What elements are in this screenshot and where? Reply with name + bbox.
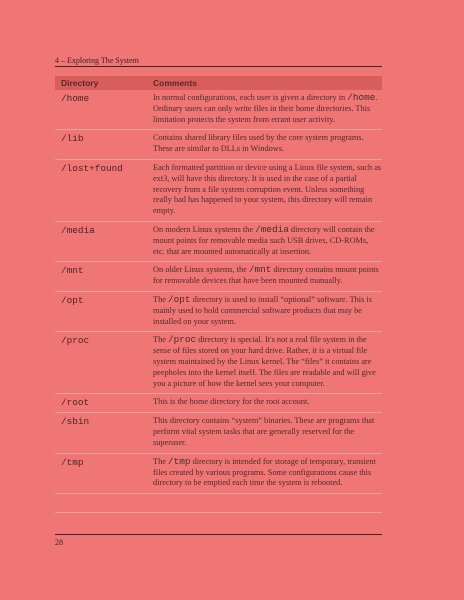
directory-cell: /proc <box>55 332 153 394</box>
table-row <box>55 130 382 160</box>
comment-text: The <box>153 294 168 304</box>
table-body <box>55 90 382 494</box>
comment-text: Each formatted partition or device using a Linux file system, such as ext3, will have this directory. It is used in the case of a partial recovery from a file system corruption event. Unless something really bad has happened to your system, this directory will remain empty. <box>153 162 382 216</box>
inline-code: /home <box>347 92 376 103</box>
comment-text: directory is special. It's not a real file system in the sense of files stored on your hard drive. Rather, it is a virtual file system maintained by the Linux kernel. The “files” it contains are peepholes into the kernel itself. The files are readable and will give you a picture of how the kernel sees your computer. <box>153 335 376 388</box>
header-rule <box>55 66 382 67</box>
inline-code: /opt <box>167 293 191 305</box>
comment-text: The <box>153 335 168 345</box>
comment-cell <box>153 394 382 413</box>
comment-text: This directory contains “system” binaries. These are programs that perform vital system tasks that are generally reserved for the superuser. <box>153 416 375 447</box>
comment-text: Contains shared library files used by the core system programs. These are similar to DLLs in Windows. <box>153 133 364 154</box>
comment-text: directory will contain the mount points for removable media such USB drives, CD-ROMs, etc. that are mounted automatically at insertion. <box>153 224 375 256</box>
directory-cell: /media <box>55 221 153 261</box>
comment-cell <box>153 221 382 261</box>
inline-code: /proc <box>167 334 197 346</box>
directory-cell: /mnt <box>55 262 153 292</box>
inline-code: /mnt <box>248 264 272 276</box>
directory-cell: /tmp <box>55 453 153 493</box>
comment-cell <box>153 90 382 130</box>
directory-cell: /opt <box>55 291 153 331</box>
table-row <box>55 90 382 130</box>
page-number: 28 <box>55 538 63 547</box>
table-row <box>55 291 382 331</box>
comment-text: directory is used to install “optional” software. This is mainly used to hold commercial software products that may be installed on your system. <box>153 294 372 326</box>
comment-text: directory contains mount points for removable devices that have been mounted manually. <box>153 265 379 286</box>
comment-text: In normal configurations, each user is given a directory in <box>153 93 348 102</box>
directory-cell: /lib <box>55 130 153 160</box>
running-header: 4 – Exploring The System <box>55 56 139 65</box>
comment-text: . Ordinary users can only write files in their home directories. This limitation protects the system from errant user activity. <box>153 93 378 124</box>
comment-cell <box>153 332 382 394</box>
directory-cell: /root <box>55 394 153 413</box>
directory-cell: /lost+found <box>55 159 153 221</box>
comment-text: The <box>153 456 168 466</box>
comment-cell <box>153 453 382 493</box>
footer-rule <box>55 534 382 535</box>
table-header-row <box>55 76 382 90</box>
comment-cell <box>153 159 382 221</box>
comment-text: On older Linux systems, the <box>153 265 249 275</box>
table-row <box>55 413 382 453</box>
comment-text: On modern Linux systems the <box>153 224 256 234</box>
inline-code: /tmp <box>167 455 191 467</box>
table-row <box>55 332 382 394</box>
column-header-directory: Directory <box>55 76 153 90</box>
comment-text: directory is intended for storage of temporary, transient files created by various programs. Some configurations cause this directory to be emptied each time the system is rebooted. <box>153 456 376 488</box>
table-row <box>55 453 382 493</box>
comment-cell <box>153 413 382 453</box>
inline-code: /media <box>255 223 289 235</box>
directory-cell: /sbin <box>55 413 153 453</box>
directory-table <box>55 76 382 494</box>
comment-cell <box>153 130 382 160</box>
column-header-comments: Comments <box>153 76 382 90</box>
table-row <box>55 394 382 413</box>
table-row <box>55 262 382 292</box>
comment-cell <box>153 262 382 292</box>
table-row <box>55 159 382 221</box>
comment-cell <box>153 291 382 331</box>
table-end-rule <box>55 512 382 513</box>
comment-text: This is the home directory for the root account. <box>153 397 310 407</box>
table-row <box>55 221 382 261</box>
directory-cell: /home <box>55 90 153 130</box>
